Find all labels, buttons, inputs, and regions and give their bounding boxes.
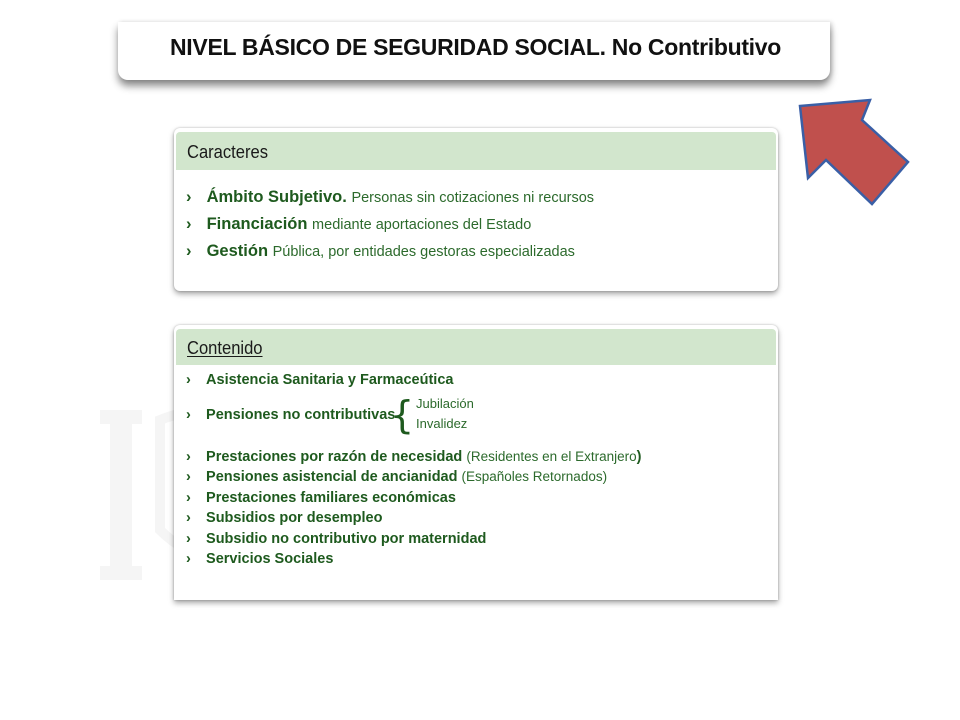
- list-item: [186, 508, 642, 529]
- caracteres-panel: [174, 128, 778, 291]
- item-close: ): [636, 448, 642, 465]
- item-term: Prestaciones por razón de necesidad: [206, 448, 463, 465]
- contenido-header: [176, 329, 776, 365]
- list-item: [186, 211, 594, 238]
- item-description: (Residentes en el Extranjero: [466, 448, 637, 464]
- title-banner: [118, 22, 830, 80]
- item-description: (Españoles Retornados): [461, 469, 608, 484]
- chevron-right-icon: ›: [186, 469, 191, 485]
- caracteres-list: [186, 184, 594, 265]
- item-description: mediante aportaciones del Estado: [312, 217, 532, 233]
- list-item: [186, 529, 642, 550]
- caracteres-heading: Caracteres: [187, 142, 268, 162]
- list-item: [186, 549, 642, 570]
- item-term: Financiación: [206, 215, 308, 233]
- chevron-right-icon: ›: [186, 510, 191, 526]
- item-term: Pensiones no contributivas: [206, 406, 396, 423]
- list-item-pensiones: [186, 393, 642, 437]
- chevron-right-icon: ›: [186, 188, 192, 206]
- list-item: [186, 488, 642, 509]
- chevron-right-icon: ›: [186, 448, 191, 465]
- chevron-right-icon: ›: [186, 215, 192, 233]
- contenido-panel: [174, 325, 778, 600]
- list-item: [186, 184, 594, 211]
- list-item: [186, 238, 594, 265]
- item-term: Pensiones asistencial de ancianidad: [206, 469, 458, 485]
- list-item: [186, 370, 642, 391]
- item-term: Asistencia Sanitaria y Farmaceútica: [206, 372, 454, 388]
- pension-option: Jubilación: [416, 395, 474, 411]
- item-term: Ámbito Subjetivo.: [206, 188, 347, 206]
- item-term: Servicios Sociales: [206, 551, 334, 567]
- item-term: Subsidios por desempleo: [206, 510, 383, 526]
- curly-brace-icon: {: [390, 392, 415, 437]
- chevron-right-icon: ›: [186, 489, 191, 506]
- list-item: [186, 447, 642, 468]
- contenido-list: [186, 370, 642, 570]
- pension-option: Invalidez: [416, 415, 468, 431]
- chevron-right-icon: ›: [186, 242, 192, 260]
- list-item: [186, 467, 642, 488]
- item-term: Subsidio no contributivo por maternidad: [206, 530, 487, 547]
- chevron-right-icon: ›: [186, 372, 191, 388]
- pointer-arrow-icon: [790, 92, 915, 210]
- item-description: Pública, por entidades gestoras especializadas: [272, 244, 575, 260]
- item-term: Gestión: [206, 242, 269, 260]
- chevron-right-icon: ›: [186, 406, 191, 423]
- page-title: NIVEL BÁSICO DE SEGURIDAD SOCIAL. No Contributivo: [170, 34, 782, 60]
- contenido-heading: Contenido: [187, 338, 263, 358]
- caracteres-header: [176, 132, 776, 170]
- item-term: Prestaciones familiares económicas: [206, 489, 456, 506]
- item-description: Personas sin cotizaciones ni recursos: [351, 190, 595, 206]
- chevron-right-icon: ›: [186, 551, 191, 567]
- pension-options: [416, 394, 474, 434]
- chevron-right-icon: ›: [186, 530, 191, 547]
